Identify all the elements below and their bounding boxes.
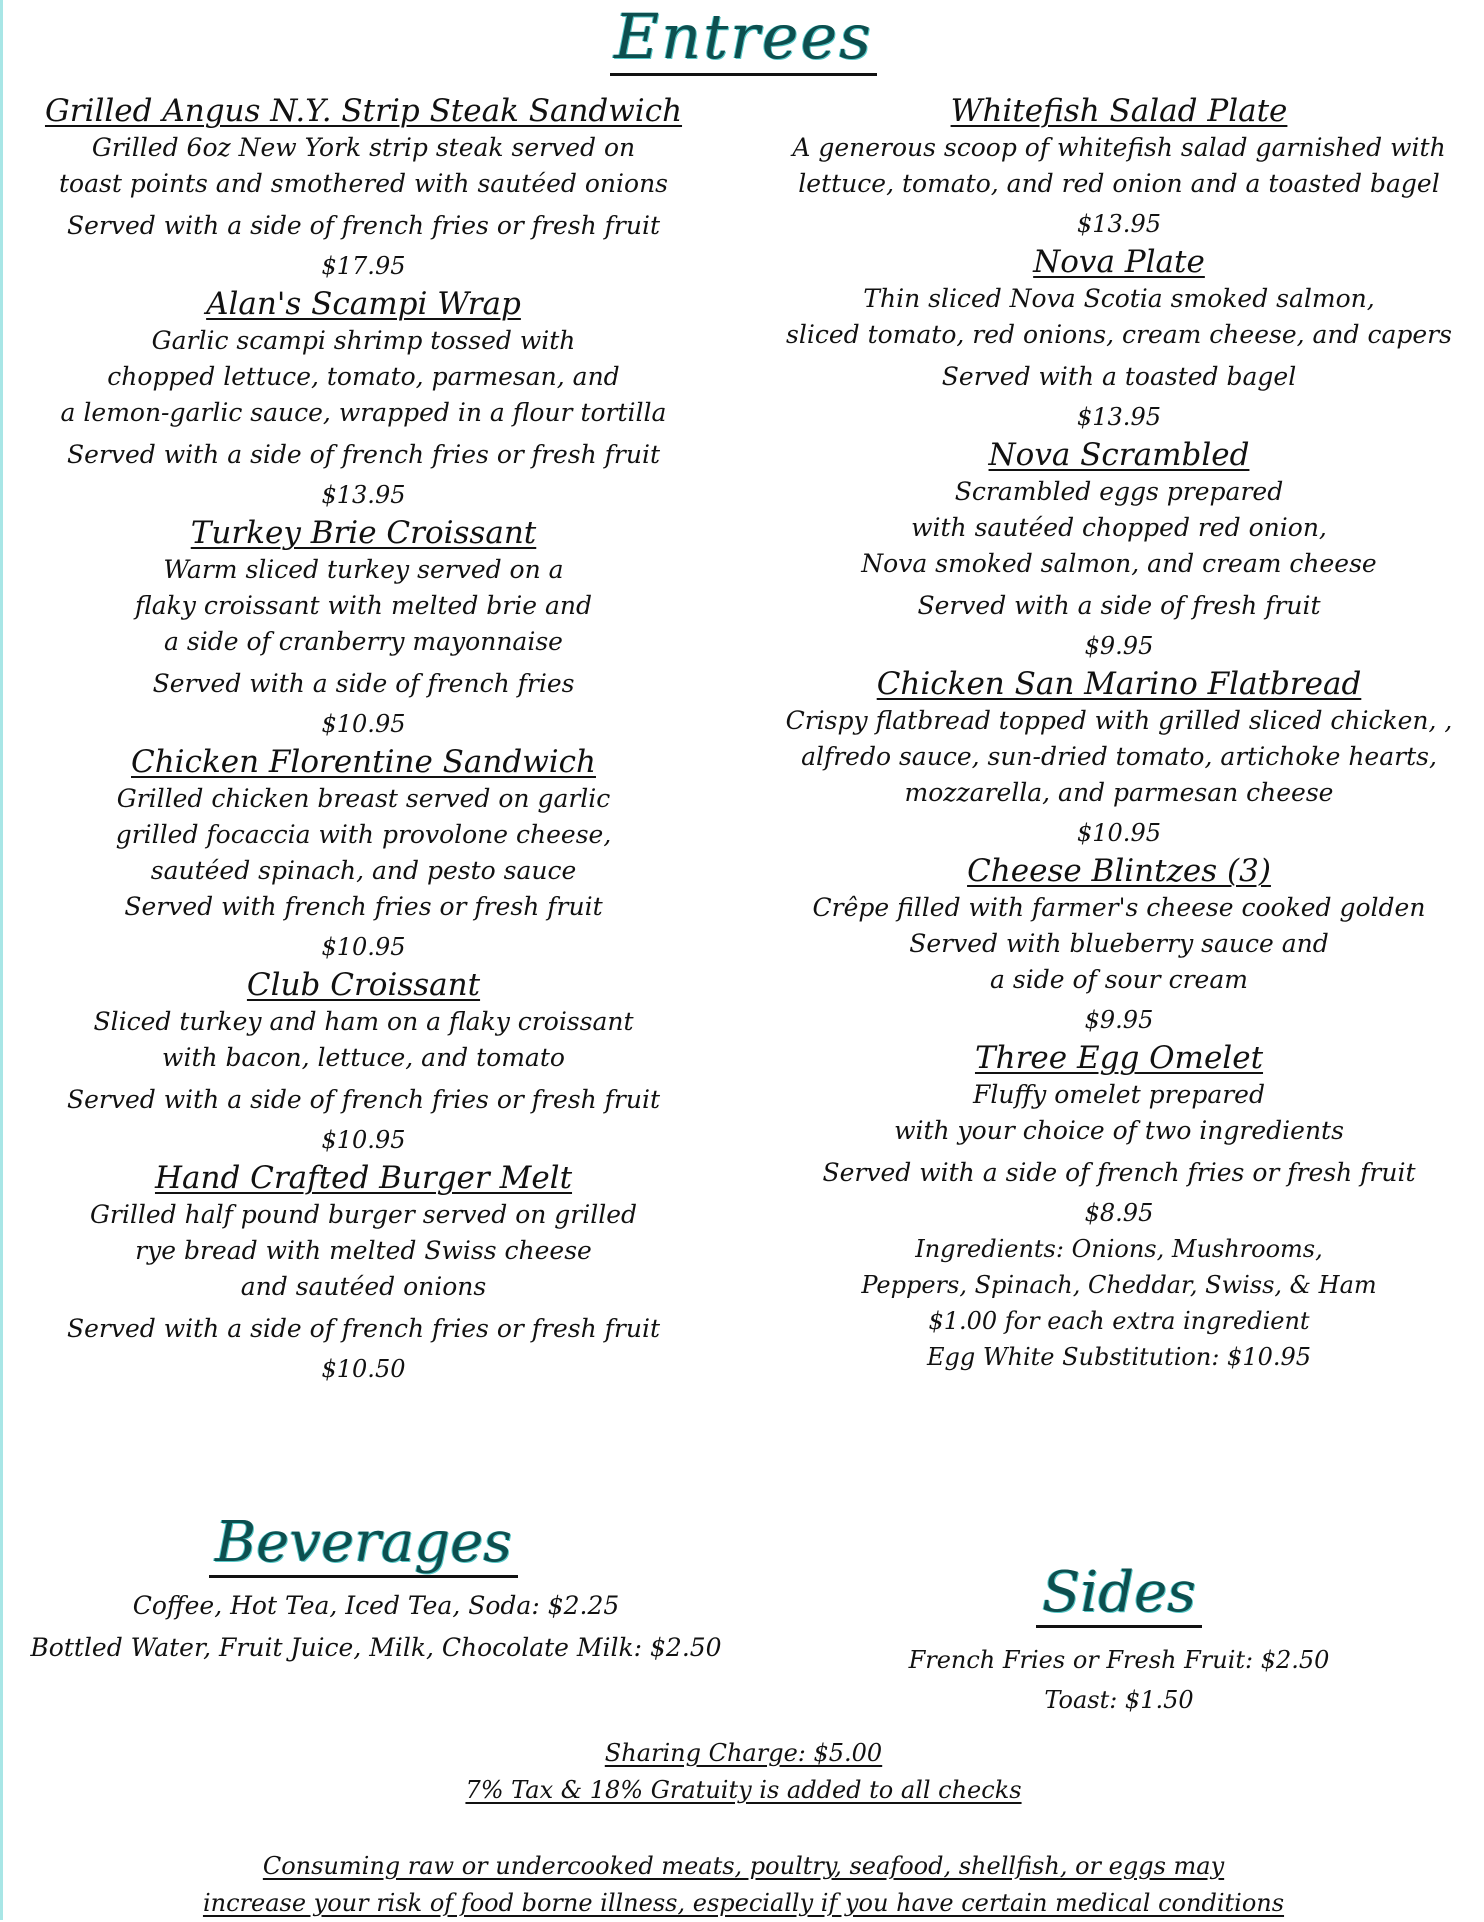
item-description: Grilled half pound burger served on grilled [89,1200,638,1229]
menu-item [11,285,716,513]
item-description: rye bread with melted Swiss cheese [135,1236,592,1265]
item-description: and sautéed onions [240,1272,487,1301]
menu-item [763,92,1475,242]
menu-item [763,665,1475,851]
item-description: Fluffy omelet prepared [973,1080,1265,1109]
item-description: sautéed spinach, and pesto sauce [150,856,577,885]
item-description: flaky croissant with melted brie and [135,591,592,620]
item-price: $10.95 [1077,819,1161,847]
item-extra-note: Ingredients: Onions, Mushrooms, [915,1235,1323,1263]
beverages-heading: Beverages [11,1510,716,1575]
item-price: $10.95 [321,933,406,961]
item-description: alfredo sauce, sun-dried tomato, artichoke hearts, [801,742,1437,771]
item-served-with: Served with a side of french fries or fresh fruit [67,1314,660,1343]
item-description: a lemon-garlic sauce, wrapped in a flour tortilla [60,398,667,427]
item-description: Warm sliced turkey served on a [163,555,564,584]
item-description: Scrambled eggs prepared [954,477,1284,506]
item-price: $13.95 [321,481,406,509]
item-description: with your choice of two ingredients [894,1116,1344,1145]
menu-item [763,1039,1475,1375]
item-served-with: Served with a side of french fries or fresh fruit [67,1085,660,1114]
food-warning-line: Consuming raw or undercooked meats, poultry, seafood, shellfish, or eggs may [262,1852,1225,1880]
item-description: Served with blueberry sauce and [909,929,1329,958]
item-served-with: Served with a side of fresh fruit [917,591,1321,620]
item-description: sliced tomato, red onions, cream cheese, and capers [786,320,1452,349]
item-price: $13.95 [1077,210,1161,238]
item-description: grilled focaccia with provolone cheese, [115,820,612,849]
menu-item [11,514,716,742]
food-warning-line: increase your risk of food borne illness, especially if you have certain medical conditions [202,1889,1285,1917]
item-description: Grilled chicken breast served on garlic [116,784,611,813]
item-description: a side of cranberry mayonnaise [164,627,563,656]
item-description: Nova smoked salmon, and cream cheese [861,549,1377,578]
sharing-charge: Sharing Charge: $5.00 [604,1739,883,1767]
beverages-list [11,1585,741,1669]
item-served-with: Served with a side of french fries or fresh fruit [822,1158,1416,1187]
item-description: Crêpe filled with farmer's cheese cooked golden [812,893,1426,922]
item-price: $13.95 [1077,403,1161,431]
menu-item [11,743,716,965]
item-served-with: Served with a toasted bagel [941,362,1297,391]
item-name: Alan's Scampi Wrap [206,286,521,322]
item-description: lettuce, tomato, and red onion and a toasted bagel [798,169,1440,198]
item-description: with sautéed chopped red onion, [911,513,1327,542]
item-name: Three Egg Omelet [974,1040,1264,1076]
item-description: Served with french fries or fresh fruit [124,892,603,921]
item-price: $10.95 [321,1126,406,1154]
menu-item [11,1159,716,1387]
item-price: $10.95 [321,710,406,738]
item-price: $10.50 [321,1355,406,1383]
item-price: $8.95 [1084,1199,1154,1227]
sides-list [763,1640,1475,1720]
item-description: Crispy flatbread topped with grilled sliced chicken, , [785,706,1453,735]
item-name: Whitefish Salad Plate [950,93,1288,129]
beverage-line: Bottled Water, Fruit Juice, Milk, Chocolate Milk: $2.50 [30,1633,722,1662]
side-line: Toast: $1.50 [1044,1686,1194,1714]
item-description: Thin sliced Nova Scotia smoked salmon, [863,284,1375,313]
item-name: Turkey Brie Croissant [190,515,537,551]
item-name: Grilled Angus N.Y. Strip Steak Sandwich [44,93,683,129]
item-description: a side of sour cream [990,965,1248,994]
footer-notes [3,1735,1484,1922]
item-price: $9.95 [1084,1006,1154,1034]
item-name: Nova Scrambled [988,437,1250,473]
item-name: Chicken San Marino Flatbread [876,666,1362,702]
menu-item [11,966,716,1158]
item-description: chopped lettuce, tomato, parmesan, and [107,362,620,391]
item-description: mozzarella, and parmesan cheese [904,778,1334,807]
item-served-with: Served with a side of french fries or fresh fruit [67,440,660,469]
menu-item [763,852,1475,1038]
item-extra-note: Peppers, Spinach, Cheddar, Swiss, & Ham [861,1271,1377,1299]
item-name: Nova Plate [1033,244,1205,280]
menu-item [763,243,1475,435]
item-name: Chicken Florentine Sandwich [131,744,596,780]
item-name: Hand Crafted Burger Melt [154,1160,573,1196]
side-line: French Fries or Fresh Fruit: $2.50 [908,1646,1330,1674]
item-description: Grilled 6oz New York strip steak served on [91,133,636,162]
item-description: A generous scoop of whitefish salad garnished with [792,133,1446,162]
menu-item [11,92,716,284]
menu-item [763,436,1475,664]
tax-note: 7% Tax & 18% Gratuity is added to all checks [465,1776,1022,1804]
item-price: $9.95 [1084,632,1154,660]
item-served-with: Served with a side of french fries or fresh fruit [67,211,660,240]
item-extra-note: Egg White Substitution: $10.95 [926,1343,1312,1371]
beverage-line: Coffee, Hot Tea, Iced Tea, Soda: $2.25 [132,1591,620,1620]
sides-heading: Sides [763,1560,1475,1625]
item-description: Garlic scampi shrimp tossed with [151,326,576,355]
item-description: with bacon, lettuce, and tomato [162,1043,565,1072]
item-price: $17.95 [321,252,406,280]
entrees-heading: Entrees [3,0,1484,73]
right-column [763,92,1475,1376]
item-description: Sliced turkey and ham on a flaky croissant [93,1007,634,1036]
left-column [11,92,716,1388]
item-extra-note: $1.00 for each extra ingredient [928,1307,1310,1335]
item-name: Cheese Blintzes (3) [967,853,1271,889]
item-served-with: Served with a side of french fries [152,669,575,698]
menu-page [3,0,1484,1920]
item-name: Club Croissant [246,967,481,1003]
item-description: toast points and smothered with sautéed onions [58,169,669,198]
